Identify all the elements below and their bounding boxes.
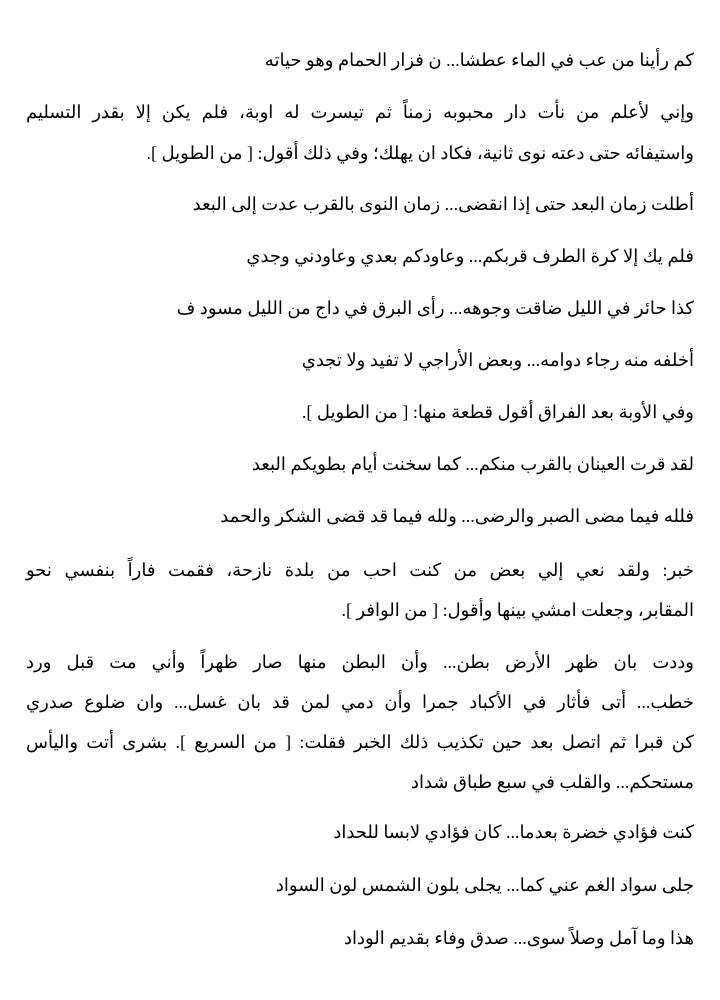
text-line: لقد قرت العينان بالقرب منكم... كما سخنت أيام بطويكم البعد: [251, 454, 694, 474]
text-line: كن قبرا ثم اتصل بعد حين تكذيب ذلك الخبر فقلت: [ من السريع ]. بشرى أتت واليأس: [26, 732, 694, 752]
text-line: جلى سواد الغم عني كما... يجلى بلون الشمس لون السواد: [275, 875, 694, 895]
text-line: وإني لأعلم من نأت دار محبوبه زمناً ثم تيسرت له اوبة، فلم يكن إلا بقدر التسليم: [26, 102, 694, 122]
text-line: أخلفه منه رجاء دوامه... وبعض الأراجي لا تفيد ولا تجدي: [301, 350, 694, 370]
text-line: فلله فيما مضى الصبر والرضى... ولله فيما قد قضى الشكر والحمد: [220, 506, 694, 526]
text-line: كم رأينا من عب في الماء عطشا... ن فزار الحمام وهو حياته: [264, 50, 694, 70]
text-line: وددت بان ظهر الأرض بطن... وأن البطن منها صار ظهراً وأني مت قبل ورد: [26, 652, 694, 672]
text-line: واستيفائه حتى دعته نوى ثانية، فكاد ان يهلك؛ وفي ذلك أقول: [ من الطويل ].: [146, 143, 694, 163]
text-line: المقابر، وجعلت امشي بينها وأقول: [ من الوافر ].: [341, 600, 694, 620]
text-line: خطب... أتى فأثار في الأكباد جمرا وأن دمي لمن قد بان غسل... وان ضلوع صدري: [26, 692, 694, 712]
text-line: أطلت زمان البعد حتى إذا انقضى... زمان النوى بالقرب عدت إلى البعد: [192, 194, 694, 214]
text-line: مستحكم... والقلب في سبع طباق شداد: [410, 772, 694, 792]
text-line: هذا وما آمل وصلاً سوى... صدق وفاء بقديم الوداد: [343, 928, 694, 948]
text-line: فلم يك إلا كرة الطرف قربكم... وعاودكم بعدي وعاودني وجدي: [246, 246, 694, 266]
text-line: خبر: ولقد نعي إلي بعض من كنت احب من بلدة نازحة، فقمت فاراً بنفسي نحو: [26, 560, 694, 580]
text-line: كذا حائر في الليل ضاقت وجوهه... رأى البرق في داج من الليل مسود ف: [176, 298, 694, 318]
text-line: وفي الأوبة بعد الفراق أقول قطعة منها: [ من الطويل ].: [301, 402, 694, 422]
text-line: كنت فؤادي خضرة بعدما... كان فؤادي لابسا للحداد: [333, 822, 694, 842]
